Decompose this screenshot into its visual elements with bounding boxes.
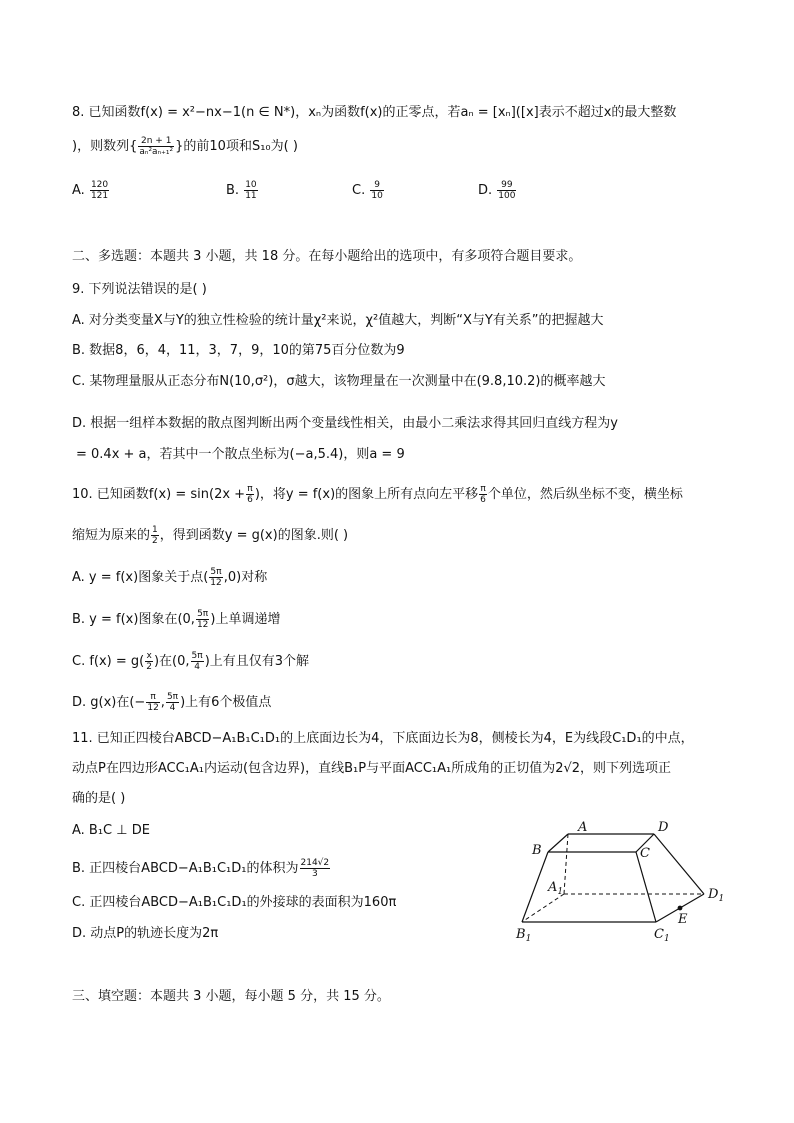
q9-option-d-line1: D. 根据一组样本数据的散点图判断出两个变量线性相关，由最小二乘法求得其回归直线方程为y (72, 416, 618, 431)
section-2-heading: 二、多选题：本题共 3 小题，共 18 分。在每小题给出的选项中，有多项符合题目要求。 (72, 249, 582, 264)
q8-option-c: C. $\frac{9}{10}$ (352, 180, 383, 201)
q8-fraction: $\frac{2n + 1}{\text{aₙ²aₙ₊₁²}}$ (139, 136, 174, 157)
q11-option-c: C. 正四棱台ABCD−A₁B₁C₁D₁的外接球的表面积为160π (72, 895, 397, 910)
q10-option-a: A. y = f(x)图象关于点( $\frac{5\pi}{12}$ ,0)对称 (72, 567, 268, 588)
label-a: A (578, 820, 588, 835)
q9-option-a: A. 对分类变量X与Y的独立性检验的统计量χ²来说，χ²值越大，判断“X与Y有关系”的把握越大 (72, 313, 604, 328)
q10-option-c: C. f(x) = g( $\frac{x}{2}$ )在(0, $\frac{5\pi}{4}$ )上有且仅有3个解 (72, 651, 310, 672)
q8-option-b: B. $\frac{10}{11}$ (226, 180, 257, 201)
q9-option-c: C. 某物理量服从正态分布N(10,σ²)，σ越大，该物理量在一次测量中在(9.8,10.2)的概率越大 (72, 374, 606, 389)
edge-aa1-hidden (564, 834, 568, 894)
label-a1: $A_1$ (548, 880, 564, 897)
q10-line2: 缩短为原来的 $\frac{1}{2}$ ，得到函数y = g(x)的图象.则( ) (72, 525, 349, 546)
label-c1: $C_1$ (654, 927, 670, 944)
point-e (678, 906, 683, 911)
q11-line2: 动点P在四边形ACC₁A₁内运动(包含边界)，直线B₁P与平面ACC₁A₁所成角的正切值为2√2，则下列选项正 (72, 761, 672, 776)
q9-option-b: B. 数据8，6，4，11，3，7，9，10的第75百分位数为9 (72, 343, 405, 358)
q9-stem: 9. 下列说法错误的是( ) (72, 282, 207, 297)
q10-option-b: B. y = f(x)图象在(0, $\frac{5\pi}{12}$ )上单调递增 (72, 609, 281, 630)
edge-cc1 (636, 852, 656, 922)
q8-line2: )，则数列{ $\frac{2n + 1}{\text{aₙ²aₙ₊₁²}}$ }的前10项和S₁₀为( ) (72, 136, 298, 157)
q11-line3: 确的是( ) (72, 791, 126, 806)
q11-option-a: A. B₁C ⊥ DE (72, 823, 150, 838)
q9-option-d-line2: = 0.4x + a，若其中一个散点坐标为(−a,5.4)，则a = 9 (76, 447, 405, 462)
label-d1: $D_1$ (708, 887, 725, 904)
label-d: D (658, 820, 669, 835)
label-e: E (678, 912, 688, 927)
edge-a1b1-hidden (522, 894, 564, 922)
label-b: B (532, 843, 542, 858)
frustum-figure (508, 820, 738, 950)
edge-ba (548, 834, 568, 852)
q10-line1: 10. 已知函数f(x) = sin(2x + $\frac{\pi}{6}$ )，将y = f(x)的图象上所有点向左平移 $\frac{\pi}{6}$ 个单位，然后纵坐标不变，横坐标 (72, 484, 683, 505)
edge-dd1 (654, 834, 704, 894)
section-3-heading: 三、填空题：本题共 3 小题，每小题 5 分，共 15 分。 (72, 989, 390, 1004)
q10-option-d: D. g(x)在(− $\frac{\pi}{12}$ , $\frac{5\pi}{4}$ )上有6个极值点 (72, 692, 272, 713)
q8-option-d: D. $\frac{99}{100}$ (478, 180, 516, 201)
label-b1: $B_1$ (516, 927, 532, 944)
q11-option-b: B. 正四棱台ABCD−A₁B₁C₁D₁的体积为 $\frac{214√2}{3}$ (72, 858, 330, 879)
q8-line1: 8. 已知函数f(x) = x²−nx−1(n ∈ N*)，xₙ为函数f(x)的正零点，若aₙ = [xₙ]([x]表示不超过x的最大整数 (72, 105, 677, 120)
edge-bb1 (522, 852, 548, 922)
q11-option-d: D. 动点P的轨迹长度为2π (72, 926, 219, 941)
label-c: C (640, 846, 650, 861)
q11-line1: 11. 已知正四棱台ABCD−A₁B₁C₁D₁的上底面边长为4，下底面边长为8，侧棱长为4，E为线段C₁D₁的中点， (72, 731, 694, 746)
q8-option-a: A. $\frac{120}{121}$ (72, 180, 109, 201)
